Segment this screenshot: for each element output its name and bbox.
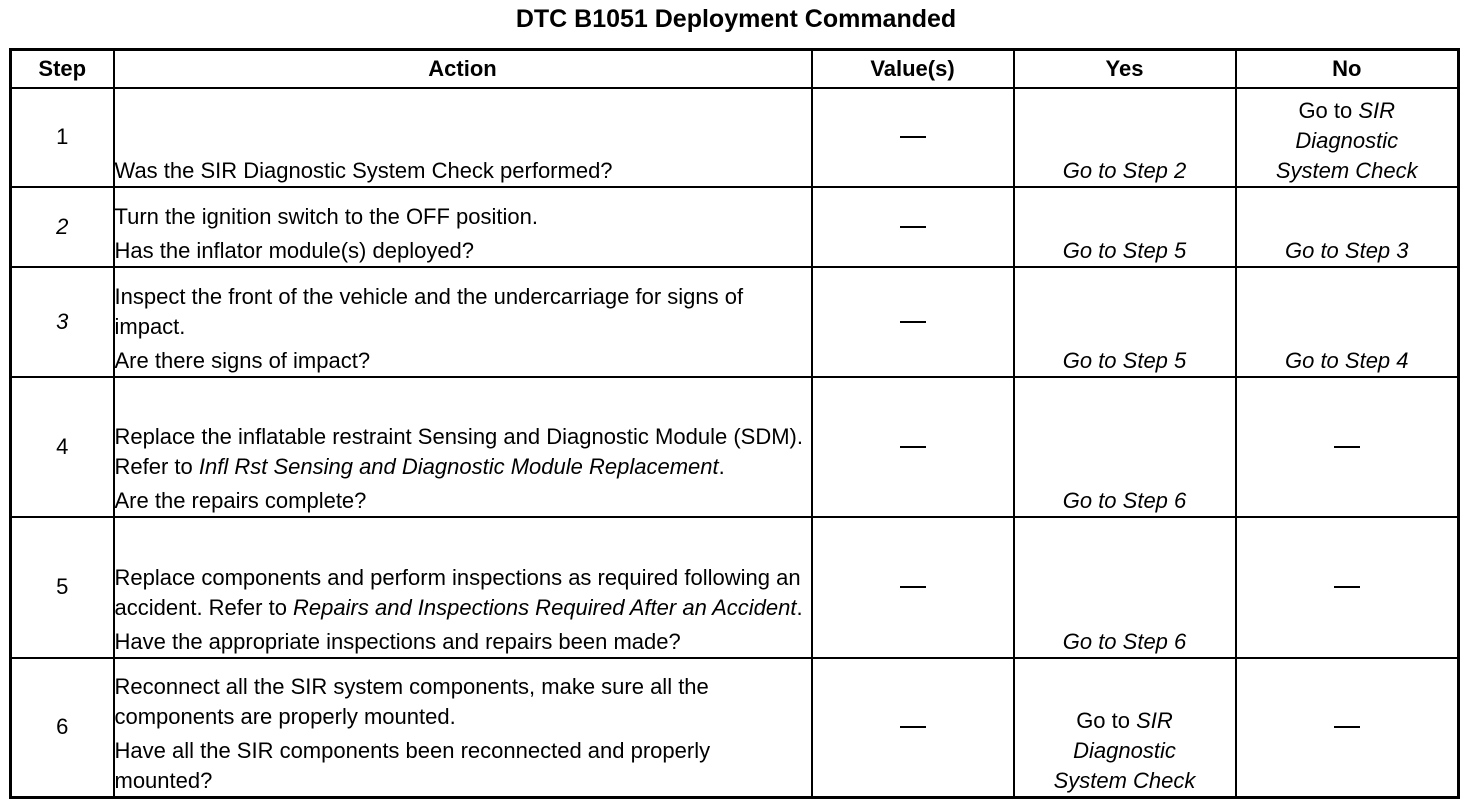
diagnostic-table xyxy=(9,48,1460,799)
table-row xyxy=(11,88,1459,187)
action-question: Are the repairs complete? xyxy=(114,487,367,513)
value-cell xyxy=(812,517,1014,658)
yes-link[interactable]: Go to Step 5 xyxy=(1062,237,1187,263)
action-cell xyxy=(114,187,812,267)
reference-link[interactable]: Infl Rst Sensing and Diagnostic Module Replacement xyxy=(198,453,719,479)
yes-link-line3[interactable]: System Check xyxy=(1053,768,1196,793)
yes-link-line2[interactable]: Diagnostic xyxy=(1073,738,1176,763)
step-number: 3 xyxy=(11,267,114,377)
action-instruction: Replace the inflatable restraint Sensing and Diagnostic Module (SDM). Refer to Infl Rst Sensing and Diagnostic Module Replacement. xyxy=(114,423,803,479)
no-cell xyxy=(1236,267,1459,377)
yes-cell xyxy=(1014,658,1236,798)
header-values: Value(s) xyxy=(812,50,1014,88)
yes-cell xyxy=(1014,267,1236,377)
no-link-line2[interactable]: Diagnostic xyxy=(1295,127,1399,153)
value-dash xyxy=(900,226,926,228)
action-cell xyxy=(114,377,812,517)
header-step: Step xyxy=(11,50,114,88)
no-link[interactable]: Go to Step 3 xyxy=(1284,237,1409,263)
table-row xyxy=(11,267,1459,377)
action-cell xyxy=(114,517,812,658)
action-instruction: Reconnect all the SIR system components, make sure all the components are properly mounted. xyxy=(114,674,709,729)
action-question: Have all the SIR components been reconnected and properly mounted? xyxy=(114,738,711,793)
yes-link[interactable]: Go to Step 6 xyxy=(1062,628,1187,654)
yes-link[interactable]: Go to Step 5 xyxy=(1062,347,1187,373)
value-dash xyxy=(900,321,926,323)
header-no: No xyxy=(1236,50,1459,88)
action-question: Was the SIR Diagnostic System Check performed? xyxy=(114,157,613,183)
no-cell xyxy=(1236,658,1459,798)
value-dash xyxy=(900,726,926,728)
yes-cell xyxy=(1014,377,1236,517)
no-dash xyxy=(1334,726,1360,728)
action-cell xyxy=(114,267,812,377)
step-number: 6 xyxy=(11,658,114,798)
action-instruction: Turn the ignition switch to the OFF position. xyxy=(114,203,538,229)
step-number: 5 xyxy=(11,517,114,658)
no-cell xyxy=(1236,187,1459,267)
no-cell xyxy=(1236,517,1459,658)
action-cell xyxy=(114,658,812,798)
yes-link-prefix[interactable]: Go to SIR xyxy=(1076,708,1173,733)
header-row xyxy=(11,50,1459,88)
no-cell xyxy=(1236,377,1459,517)
header-yes: Yes xyxy=(1014,50,1236,88)
table-row xyxy=(11,517,1459,658)
value-cell xyxy=(812,187,1014,267)
no-link-prefix[interactable]: Go to SIR xyxy=(1298,97,1396,123)
yes-cell xyxy=(1014,187,1236,267)
value-dash xyxy=(900,446,926,448)
step-number: 4 xyxy=(11,377,114,517)
no-link[interactable]: Go to Step 4 xyxy=(1284,347,1409,373)
page-title: DTC B1051 Deployment Commanded xyxy=(515,5,957,33)
action-instruction: Replace components and perform inspections as required following an accident. Refer to Repairs and Inspections Required After an Accident. xyxy=(114,564,803,620)
no-cell xyxy=(1236,88,1459,187)
reference-link[interactable]: Repairs and Inspections Required After an Accident xyxy=(293,594,797,620)
step-number: 1 xyxy=(11,88,114,187)
value-cell xyxy=(812,658,1014,798)
action-cell xyxy=(114,88,812,187)
action-instruction: Inspect the front of the vehicle and the undercarriage for signs of impact. xyxy=(114,283,744,339)
no-dash xyxy=(1334,446,1360,448)
yes-cell xyxy=(1014,517,1236,658)
no-dash xyxy=(1334,586,1360,588)
value-dash xyxy=(900,136,926,138)
value-cell xyxy=(812,267,1014,377)
header-action: Action xyxy=(114,50,812,88)
value-cell xyxy=(812,377,1014,517)
value-cell xyxy=(812,88,1014,187)
yes-cell xyxy=(1014,88,1236,187)
yes-link[interactable]: Go to Step 2 xyxy=(1062,157,1187,183)
action-question: Has the inflator module(s) deployed? xyxy=(114,237,475,263)
table-row xyxy=(11,658,1459,798)
table-row xyxy=(11,187,1459,267)
action-question: Have the appropriate inspections and repairs been made? xyxy=(114,628,681,654)
action-question: Are there signs of impact? xyxy=(114,347,371,373)
yes-link[interactable]: Go to Step 6 xyxy=(1062,487,1187,513)
table-row xyxy=(11,377,1459,517)
step-number: 2 xyxy=(11,187,114,267)
value-dash xyxy=(900,586,926,588)
no-link-line3[interactable]: System Check xyxy=(1275,157,1418,183)
